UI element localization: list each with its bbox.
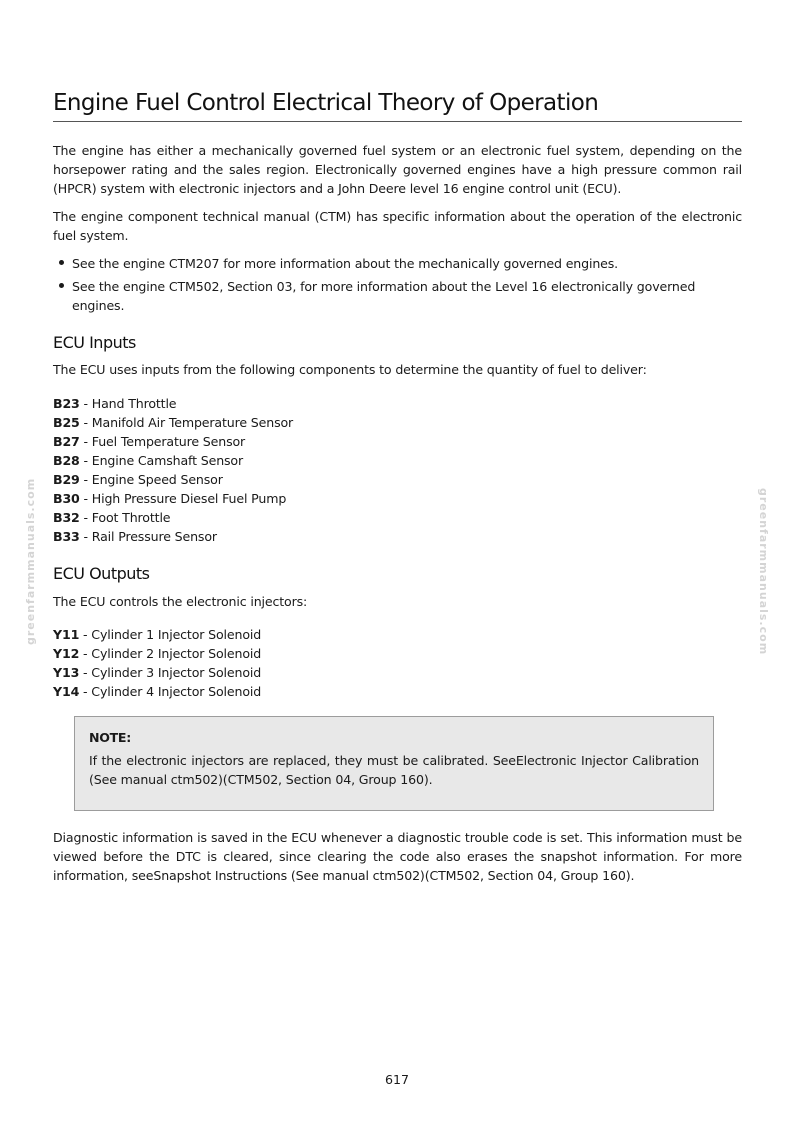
component-label: - Fuel Temperature Sensor — [79, 434, 246, 449]
component-label: - Cylinder 4 Injector Solenoid — [79, 684, 262, 699]
component-code: B28 — [53, 453, 80, 468]
bullet-item: See the engine CTM207 for more information about the mechanically governed engines. — [53, 254, 742, 273]
ecu-inputs-heading: ECU Inputs — [53, 333, 136, 352]
page-title: Engine Fuel Control Electrical Theory of Operation — [53, 88, 742, 122]
list-item — [53, 644, 261, 663]
component-code: Y12 — [53, 646, 80, 661]
component-code: B27 — [53, 434, 80, 449]
component-code: B30 — [53, 491, 80, 506]
component-label: - Hand Throttle — [79, 396, 177, 411]
diagnostic-paragraph: Diagnostic information is saved in the ECU whenever a diagnostic trouble code is set. This information must be viewed before the DTC is cleared, since clearing the code also erases the snapshot information. For more information, seeSnapshot Instructions (See manual ctm502)(CTM502, Section 04, Group 160). — [53, 830, 742, 883]
info-bullet-list — [53, 254, 742, 319]
intro-paragraph-2: The engine component technical manual (CTM) has specific information about the operation of the electronic fuel system. — [53, 209, 742, 243]
component-code: Y13 — [53, 665, 80, 680]
ecu-outputs-list — [53, 625, 261, 701]
ecu-inputs-list — [53, 394, 293, 546]
list-item — [53, 394, 293, 413]
intro-paragraph-1: The engine has either a mechanically governed fuel system or an electronic fuel system, depending on the horsepower rating and the sales region. Electronically governed engines have a high pressure common rail (HPCR) system with electronic injectors and a John Deere level 16 engine control unit (ECU). — [53, 143, 742, 196]
list-item — [53, 489, 293, 508]
component-label: - Cylinder 1 Injector Solenoid — [79, 627, 262, 642]
note-box — [74, 716, 714, 811]
component-label: - Cylinder 2 Injector Solenoid — [79, 646, 262, 661]
bullet-item: See the engine CTM502, Section 03, for more information about the Level 16 electronically governed engines. — [53, 277, 742, 315]
component-code: B23 — [53, 396, 80, 411]
component-label: - Engine Camshaft Sensor — [79, 453, 244, 468]
component-code: B25 — [53, 415, 80, 430]
list-item — [53, 527, 293, 546]
component-code: Y11 — [53, 627, 80, 642]
component-label: - Rail Pressure Sensor — [79, 529, 217, 544]
component-label: - Foot Throttle — [79, 510, 171, 525]
ecu-outputs-description: The ECU controls the electronic injectors: — [53, 594, 308, 609]
component-code: Y14 — [53, 684, 80, 699]
watermark-right: greenfarmmanuals.com — [757, 488, 770, 656]
list-item — [53, 682, 261, 701]
list-item — [53, 451, 293, 470]
list-item — [53, 508, 293, 527]
component-code: B29 — [53, 472, 80, 487]
page-number: 617 — [384, 1072, 410, 1087]
watermark-left: greenfarmmanuals.com — [24, 477, 37, 645]
list-item — [53, 470, 293, 489]
note-title: NOTE: — [89, 730, 131, 745]
component-label: - Cylinder 3 Injector Solenoid — [79, 665, 262, 680]
list-item — [53, 413, 293, 432]
component-label: - Manifold Air Temperature Sensor — [79, 415, 294, 430]
ecu-inputs-description: The ECU uses inputs from the following components to determine the quantity of fuel to deliver: — [53, 362, 647, 377]
note-text: If the electronic injectors are replaced, they must be calibrated. SeeElectronic Injector Calibration (See manual ctm502)(CTM502, Section 04, Group 160). — [89, 753, 699, 787]
ecu-outputs-heading: ECU Outputs — [53, 564, 150, 583]
list-item — [53, 663, 261, 682]
component-code: B32 — [53, 510, 80, 525]
component-label: - Engine Speed Sensor — [79, 472, 223, 487]
component-label: - High Pressure Diesel Fuel Pump — [79, 491, 287, 506]
component-code: B33 — [53, 529, 80, 544]
list-item — [53, 625, 261, 644]
list-item — [53, 432, 293, 451]
